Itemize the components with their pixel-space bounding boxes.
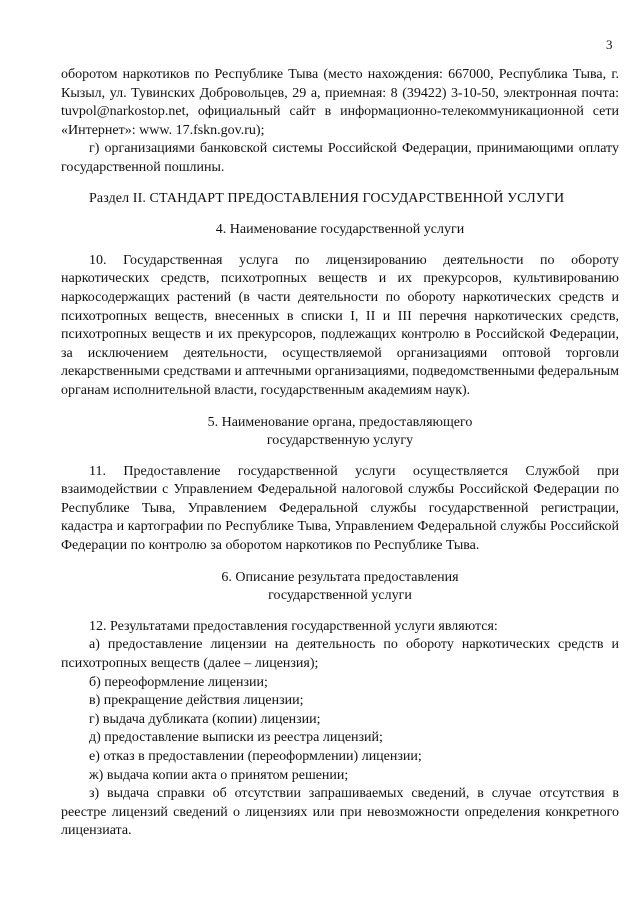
list-item-e: е) отказ в предоставлении (переоформлении) лицензии; [89,749,422,764]
subsection-5-title-line2: государственную услугу [266,433,414,449]
subsection-4-title-text: 4. Наименование государственной услуги [215,222,465,238]
list-item-d: д) предоставление выписки из реестра лицензий; [89,730,383,746]
subsection-6-title-line2: государственной услуги [268,588,412,604]
document-body [61,66,619,841]
section-title: Раздел II. СТАНДАРТ ПРЕДОСТАВЛЕНИЯ ГОСУДАРСТВЕННОЙ УСЛУГИ [89,190,565,206]
list-item-a: а) предоставление лицензии на деятельность по обороту наркотических средств и психотропных веществ (далее – лицензия); [61,637,619,672]
paragraph-banking: г) организациями банковской системы Российской Федерации, принимающими оплату государственной пошлины. [61,141,619,175]
subsection-6-title-line1: 6. Описание результата предоставления [221,569,459,585]
paragraph-12: 12. Результатами предоставления государственной услуги являются: [89,618,498,634]
list-item-zh: ж) выдача копии акта о принятом решении; [89,767,349,783]
subsection-5-title [61,414,619,451]
paragraph-10: 10. Государственная услуга по лицензированию деятельности по обороту наркотических средств, психотропных веществ и их прекурсоров, культивированию наркосодержащих растений (в части деятельности по обороту наркотических средств и психотропных веществ, внесенных в списки I, II и III перечня наркотических средств, психотропных веществ и их прекурсоров, подлежащих контролю в Российской Федерации, за исключением деятельности, осуществляемой организациями оптовой торговли лекарственными средствами и аптечными организациями, подведомственными федеральным органам исполнительной власти, государственным академиям наук). [61,252,619,398]
subsection-6-title [61,569,619,606]
subsection-5-title-line1: 5. Наименование органа, предоставляющего [207,414,473,430]
list-item-z: з) выдача справки об отсутствии запрашиваемых сведений, в случае отсутствия в реестре лицензий сведений о лицензиях или при невозможности определения конкретного лицензиата. [61,786,619,839]
list-item-v: в) прекращение действия лицензии; [89,693,304,709]
list-item-g: г) выдача дубликата (копии) лицензии; [89,711,321,727]
list-item-b: б) переоформление лицензии; [89,674,268,690]
page-number: 3 [606,37,613,52]
paragraph-11: 11. Предоставление государственной услуги осуществляется Службой при взаимодействии с Управлением Федеральной налоговой службы Российской Федерации по Республике Тыва, Управлением Федеральной службы государственной регистрации, кадастра и картографии по Республике Тыва, Управлением Федеральной службы Российской Федерации по контролю за оборотом наркотиков по Республике Тыва. [61,463,619,554]
paragraph-continuation: оборотом наркотиков по Республике Тыва (место нахождения: 667000, Республика Тыва, г. Кызыл, ул. Тувинских Добровольцев, 29 а, приемная: 8 (39422) 3-10-50, электронная почта: tuvpol@narkostop.net, официальный сайт в информационно-телекоммуникационной сети «Интернет»: www. 17.fskn.gov.ru); [61,67,619,138]
subsection-4-title [61,221,619,240]
